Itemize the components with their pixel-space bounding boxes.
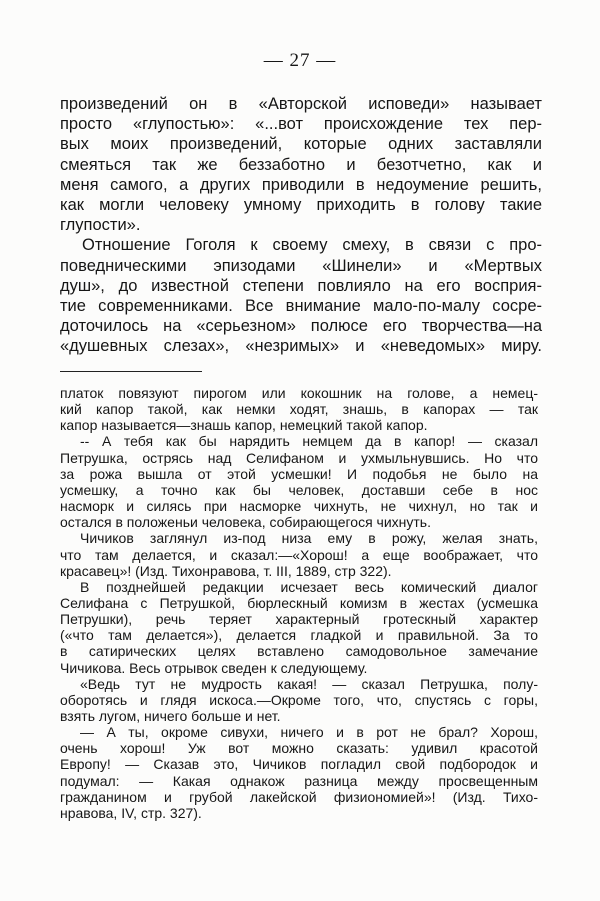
footnote-line: за рожа вышла от этой усмешки! И подобья не было на [60,465,538,482]
footnote-line: насморк и силясь при насморке чихнуть, не чихнул, но так и [60,498,538,515]
footnote-line: взять лугом, ничего больше и нет. [60,708,281,724]
footnote-line: Чичиков заглянул из-под низа ему в рожу, желая знать, [80,530,538,547]
body-text-line: смеяться так же беззаботно и безотчетно, как и [60,155,542,174]
footnote-line: «Ведь тут не мудрость какая! — сказал Петрушка, полу- [80,675,538,692]
footnote-line: в сатирических целях вставлено самодовольное замечание [60,643,538,660]
footnote-line: красавец»! (Изд. Тихонравова, т. III, 1889, стр 322). [60,562,392,579]
footnote-line: нравова, IV, стр. 327). [60,804,202,821]
footnote-line: Чичикова. Весь отрывок сведен к следующему. [60,659,368,676]
body-text-line: произведений он в «Авторской исповеди» называет [60,95,542,113]
body-text-line: просто «глупостью»: «...вот происхождение тех пер- [60,115,542,134]
footnote-line: Петрушки), речь теряет характерный гротескный характер [60,611,538,628]
footnote-line: — А ты, окроме сивухи, ничего и в рот не брал? Хорош, [80,724,538,741]
footnote-line: Петрушка, острясь над Селифаном и ухмыльнувшись. Но что [60,449,538,466]
footnote-line: что там делается, и сказал:—«Хорош! а еще воображает, что [60,546,538,563]
footnote-line: подумал: — Какая однакож разница между просвещенным [60,772,538,789]
footnote-line: очень хорош! Уж вот можно сказать: удивил красотой [60,740,538,757]
body-text-line: «душевных слезах», «незримых» и «неведомых» миру. [60,337,542,356]
footnote-line: усмешку, а точно как бы человек, доставши себе в нос [60,481,538,498]
footnote-line: Селифана с Петрушкой, бюрлескный комизм в жестах (усмешка [60,594,538,611]
footnote-line: («что там делается»), делается гладкой и правильной. За то [60,627,538,644]
footnote-line: капор называется—знашь капор, немецкий такой капор. [60,417,428,434]
body-text-line: душ», до известной степени повлияло на его восприя- [60,276,542,295]
footnote-line: остался в положеньи человека, собирающегося чихнуть. [60,514,431,531]
page-number: — 27 — [263,50,337,71]
body-text-line: поведническими эпизодами «Шинели» и «Мертвых [60,256,542,275]
body-text-line: как могли человеку умному приходить в голову такие [60,196,542,214]
footnote-line: кий капор такой, как немки ходят, знашь, в капорах — так [60,401,538,418]
footnote-divider [60,371,202,372]
footnote-line: оборотясь и глядя искоса.—Окроме того, что, спустясь с горы, [60,691,538,708]
body-text-line: доточилось на «серьезном» полюсе его творчества—на [60,317,542,336]
body-text-line: меня самого, а других приводили в недоумение решить, [60,175,542,194]
footnote-line: гражданином и грубой лакейской физиономией»! (Изд. Тихо- [60,788,538,805]
body-text-line: тие современниками. Все внимание мало-по-малу сосре- [60,297,542,315]
body-text-line: Отношение Гоголя к своему смеху, в связи с про- [82,236,542,255]
footnote-line: платок повязуют пирогом или кокошник на голове, а немец- [60,385,538,401]
footnote-line: -- А тебя как бы нарядить немцем да в капор! — сказал [80,433,538,450]
footnote-line: Европу! — Сказав это, Чичиков погладил свой подбородок и [60,756,538,773]
footnote-line: В позднейшей редакции исчезает весь комический диалог [80,578,538,595]
body-text-line: вых моих произведений, которые одних заставляли [60,135,542,154]
body-text-line: глупости». [60,216,141,235]
